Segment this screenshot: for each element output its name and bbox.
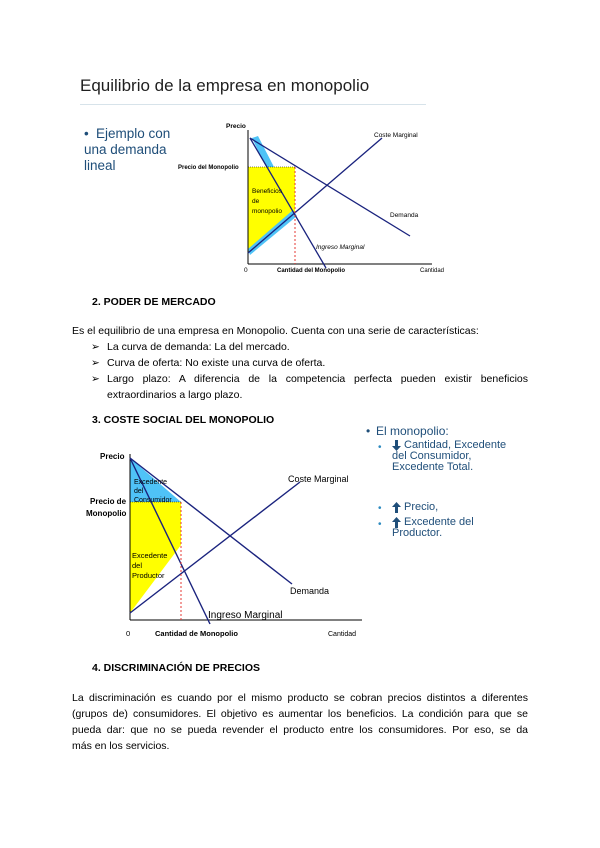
profit-label-3: monopolio	[252, 208, 282, 215]
bullet-line-1: Ejemplo con	[96, 126, 171, 141]
effect-item-3	[392, 517, 532, 543]
effect-1-line-3: Excedente Total.	[392, 461, 474, 473]
profit-label-1: Beneficios	[252, 188, 282, 195]
bullet-dot: •	[366, 424, 371, 438]
monopoly-price-label-1: Precio de	[90, 497, 127, 506]
list-marker: ➢	[91, 341, 100, 353]
monopoly-equilibrium-graph	[170, 118, 445, 276]
bullet-dot: •	[84, 126, 89, 141]
price-axis-label: Precio	[226, 123, 246, 130]
marginal-revenue-label: Ingreso Marginal	[208, 610, 283, 621]
effect-item-1	[392, 440, 542, 480]
effect-1-line-2: del Consumidor,	[392, 450, 472, 462]
demand-label: Demanda	[290, 586, 330, 596]
section-3-heading: 3. COSTE SOCIAL DEL MONOPOLIO	[92, 414, 275, 426]
section-4-line-2: (grupos de) consumidores. El objetivo es aumentar los beneficios. La condición para que se	[72, 708, 528, 720]
monopoly-price-label: Precio del Monopolio	[178, 165, 239, 171]
section-2-intro: Es el equilibrio de una empresa en Monopolio. Cuenta con una serie de características:	[72, 325, 479, 337]
quantity-axis-label: Cantidad	[420, 268, 445, 274]
marginal-cost-label: Coste Marginal	[288, 474, 349, 484]
social-cost-graph	[70, 446, 370, 642]
effect-1-line-1: Cantidad, Excedente	[404, 439, 507, 451]
origin-label: 0	[126, 629, 131, 638]
profit-label-2: de	[252, 198, 260, 205]
list-marker: ➢	[91, 357, 100, 369]
quantity-axis-label: Cantidad	[328, 631, 357, 638]
monopoly-quantity-label: Cantidad del Monopolio	[277, 268, 345, 274]
monopoly-effects-list	[366, 424, 536, 544]
monopoly-quantity-label: Cantidad de Monopolio	[155, 629, 238, 638]
producer-surplus-label-1: Excedente	[132, 551, 168, 560]
list-item: Curva de oferta: No existe una curva de oferta.	[107, 357, 326, 369]
consumer-surplus-label-1: Excedente	[134, 479, 168, 486]
bullet-dot: •	[378, 442, 382, 453]
effect-2-line-1: Precio,	[404, 501, 439, 513]
bullet-line-2: una demanda	[84, 142, 167, 157]
list-item: Largo plazo: A diferencia de la competencia perfecta pueden existir beneficios	[107, 373, 528, 385]
section-4-line-4: más en los servicios.	[72, 740, 170, 752]
slide-title: Equilibrio de la empresa en monopolio	[80, 76, 370, 95]
producer-surplus-label-2: del	[132, 561, 143, 570]
section-2-heading: 2. PODER DE MERCADO	[92, 296, 216, 308]
monopoly-price-label-2: Monopolio	[86, 509, 127, 518]
effect-item-2	[392, 502, 512, 516]
consumer-surplus-label-3: Consumidor	[134, 497, 172, 504]
list-item-continuation: extraordinarios a largo plazo.	[107, 389, 243, 401]
bullet-dot: •	[378, 519, 382, 530]
slide-title-rule	[80, 104, 426, 105]
section-4-line-1: La discriminación es cuando por el mismo producto se cobran precios distintos a diferentes	[72, 692, 528, 704]
producer-surplus-label-3: Productor	[132, 571, 165, 580]
origin-label: 0	[244, 267, 248, 274]
effect-3-line-1: Excedente del	[404, 516, 474, 528]
arrow-up-icon	[392, 502, 401, 513]
bullet-dot: •	[378, 503, 382, 514]
bullet-line-3: lineal	[84, 158, 116, 173]
marginal-revenue-label: Ingreso Marginal	[316, 244, 365, 251]
effects-title: El monopolio:	[376, 424, 449, 438]
consumer-surplus-label-2: del	[134, 488, 144, 495]
marginal-cost-label: Coste Marginal	[374, 132, 418, 139]
list-marker: ➢	[91, 373, 100, 385]
list-item: La curva de demanda: La del mercado.	[107, 341, 290, 353]
demand-label: Demanda	[390, 212, 419, 219]
section-4-heading: 4. DISCRIMINACIÓN DE PRECIOS	[92, 662, 261, 674]
section-4-line-3: pueda dar: que no se pueda revender el producto entre los consumidores. Por eso, se da	[72, 724, 528, 736]
price-axis-label: Precio	[100, 452, 125, 461]
effect-3-line-2: Productor.	[392, 527, 443, 539]
